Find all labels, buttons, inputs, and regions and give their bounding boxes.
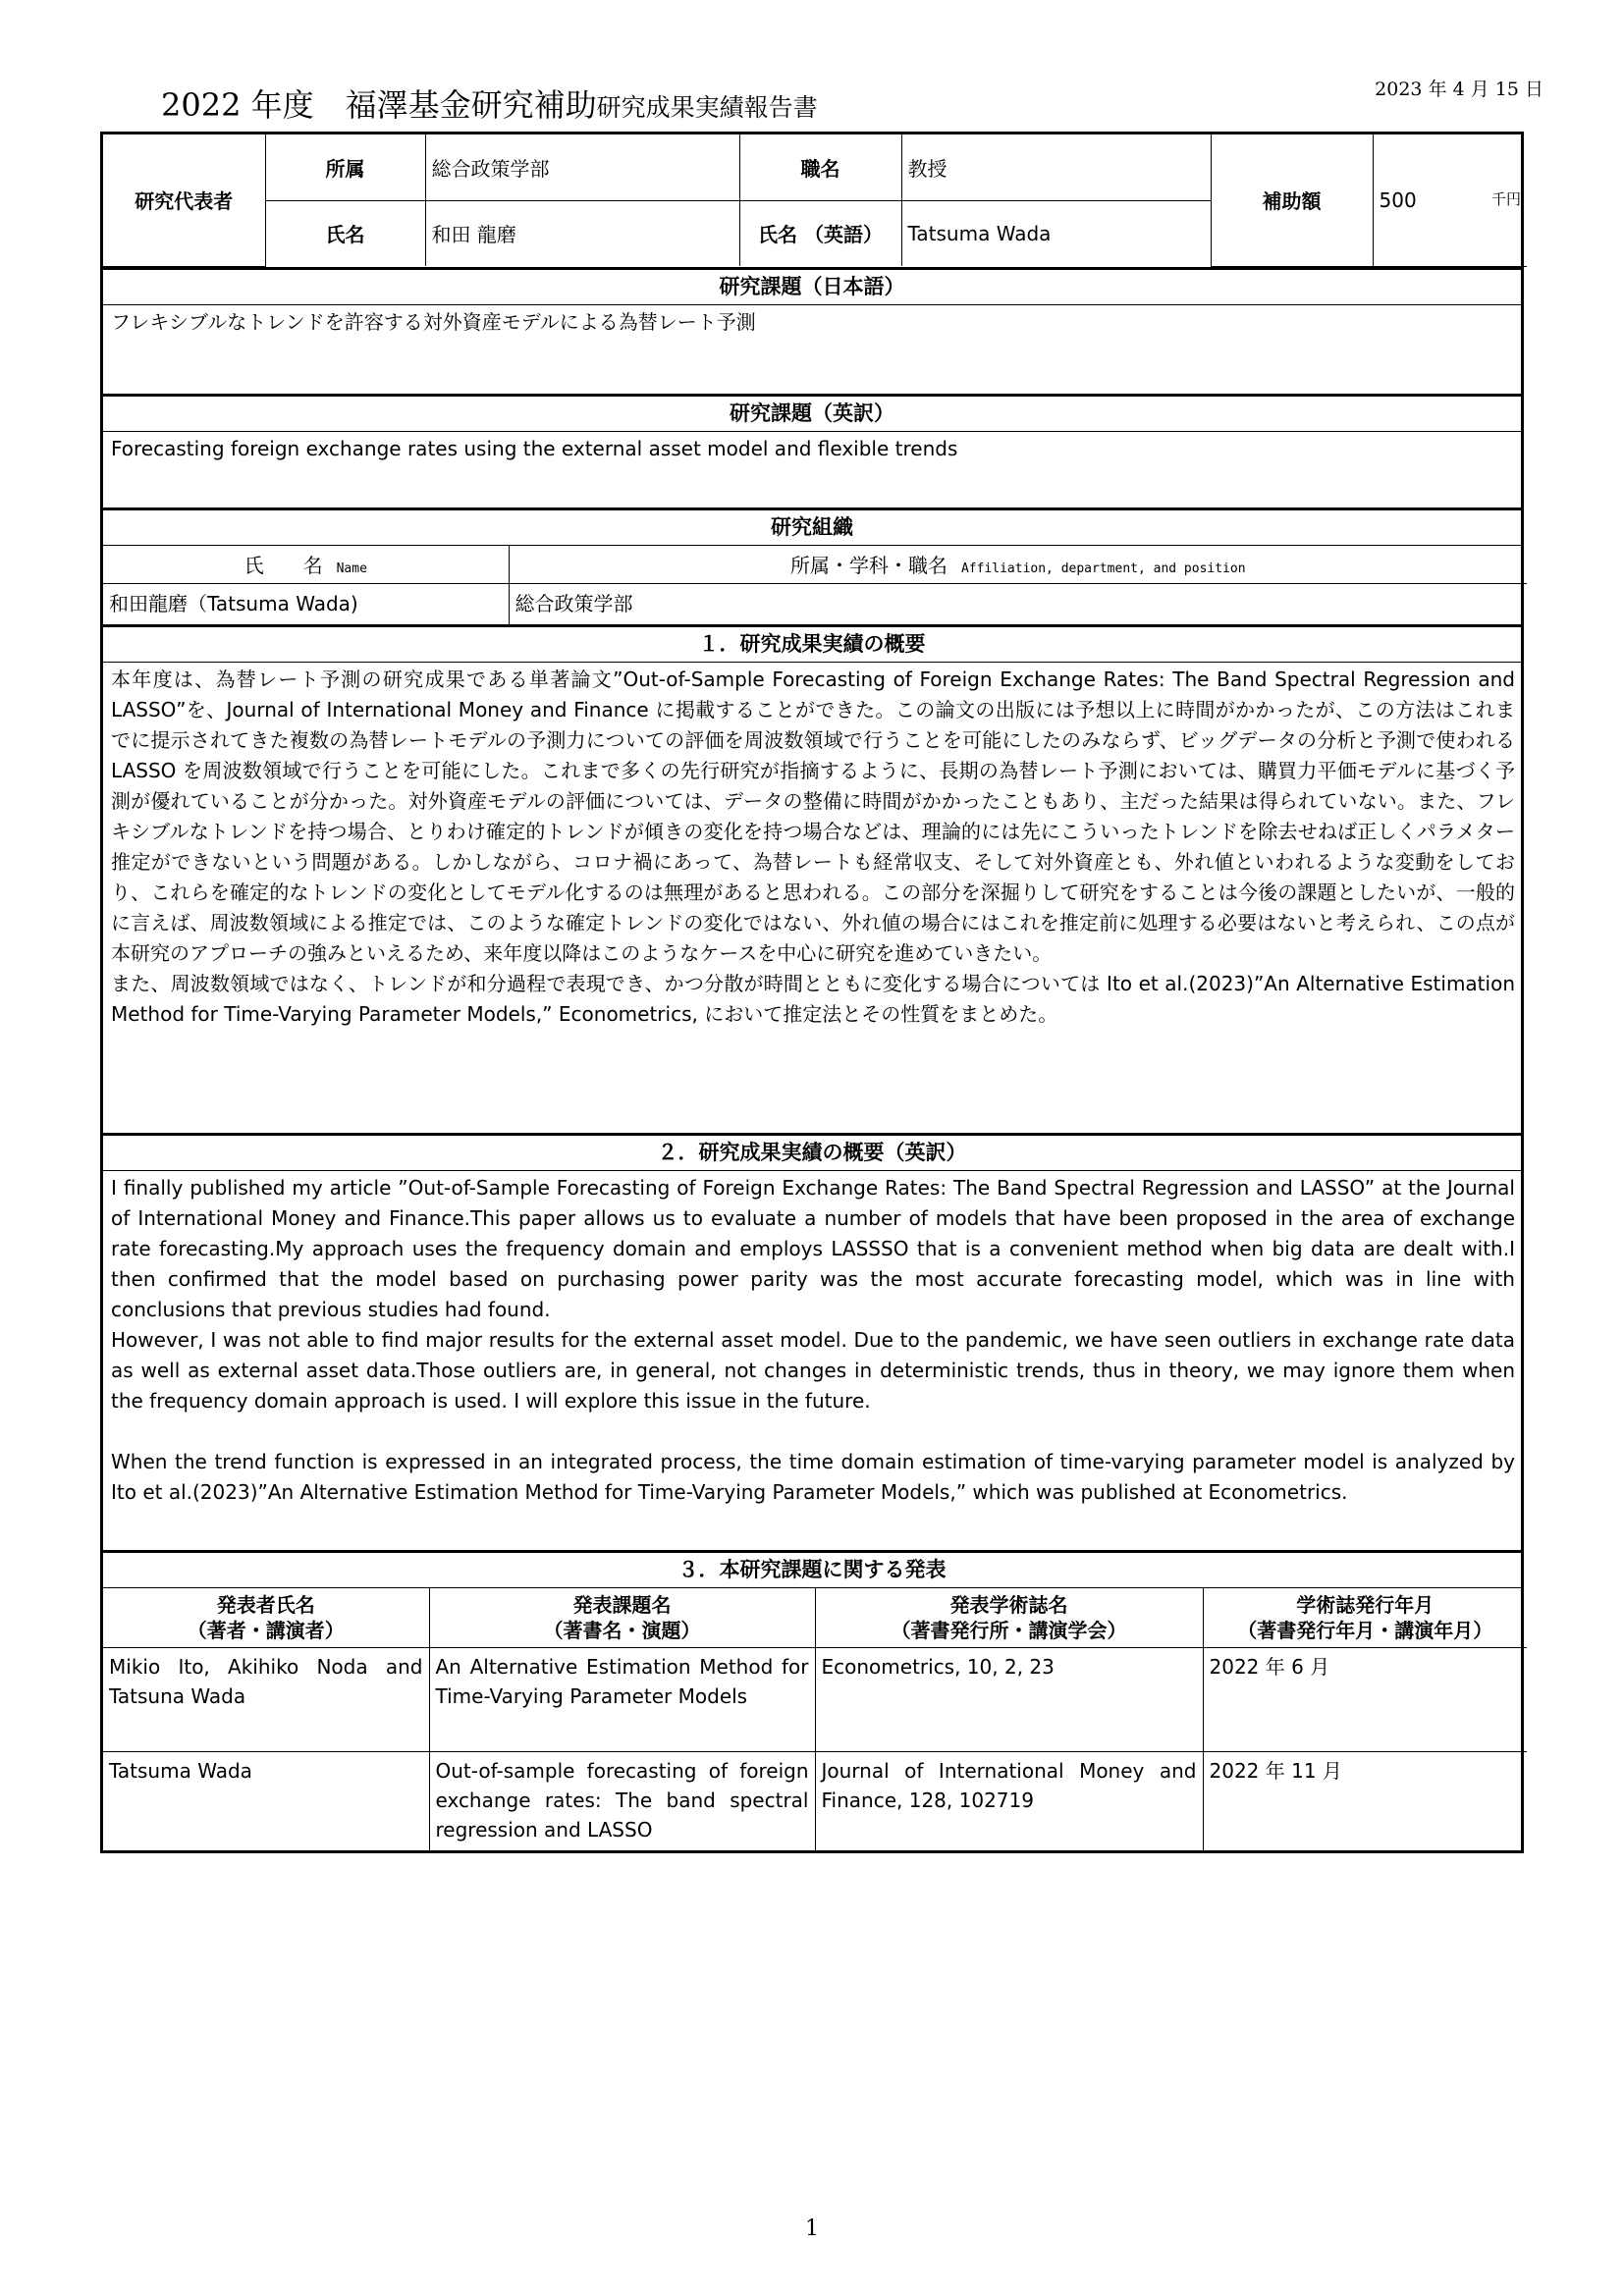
publications-table <box>103 1588 1527 1851</box>
org-col-affiliation: 所属・学科・職名 Affiliation, department, and position <box>509 546 1527 584</box>
summary-en-heading: ２．研究成果実績の概要（英訳） <box>103 1136 1521 1171</box>
name-en-label: 氏名 （英語） <box>739 200 901 266</box>
organization-table <box>103 546 1527 624</box>
topic-ja-section <box>102 268 1523 395</box>
table-row <box>103 1647 1527 1751</box>
topic-en-heading: 研究課題（英訳） <box>103 397 1521 432</box>
topic-en-text: Forecasting foreign exchange rates using the external asset model and flexible trends <box>111 436 958 460</box>
publications-header-row <box>103 1588 1527 1648</box>
organization-heading: 研究組織 <box>103 510 1521 546</box>
grant-label: 補助額 <box>1211 134 1373 266</box>
summary-ja-paragraph: 本年度は、為替レート予測の研究成果である単著論文”Out-of-Sample Forecasting of Foreign Exchange Rates: The Band Spectral Regression and LASSO”を、Journal of International Money and Finance に掲載することができた。この論文の出版には予想以上に時間がかかったが、この方法はこれまでに提示されてきた複数の為替レートモデルの予測力についての評価を周波数領域で行うことを可能にしたのみならず、ビッグデータの分析と予測で使われる LASSO を周波数領域で行うことを可能にした。これまで多くの先行研究が指摘するように、長期の為替レート予測においては、購買力平価モデルに基づく予測が優れていることが分かった。対外資産モデルの評価については、データの整備に時間がかかったこともあり、主だった結果は得られていない。また、フレキシブルなトレンドを持つ場合、とりわけ確定的トレンドが傾きの変化を持つ場合などは、理論的には先にこういったトレンドを除去せねば正しくパラメター推定ができないという問題がある。しかしながら、コロナ禍にあって、為替レートも経常収支、そして対外資産とも、外れ値といわれるような変動をしており、これらを確定的なトレンドの変化としてモデル化するのは無理があると思われる。この部分を深掘りして研究をすることは今後の課題としたいが、一般的に言えば、周波数領域による推定では、このような確定トレンドの変化ではない、外れ値の場合にはこれを推定前に処理する必要はないと考えられ、この点が本研究のアプローチの強みといえるため、来年度以降はこのようなケースを中心に研究を進めていきたい。 <box>111 667 1515 965</box>
org-col-name-en: Name <box>336 561 367 576</box>
report-form <box>100 132 1524 1853</box>
representative-section <box>102 133 1523 269</box>
pub-col-authors: 発表者氏名 （著者・講演者） <box>103 1588 429 1648</box>
affiliation-label: 所属 <box>265 134 425 200</box>
topic-ja-heading: 研究課題（日本語） <box>103 270 1521 305</box>
publications-heading: ３．本研究課題に関する発表 <box>103 1553 1521 1588</box>
pub-date: 2022 年 11 月 <box>1203 1751 1527 1850</box>
summary-en-paragraph: I finally published my article ”Out-of-Sample Forecasting of Foreign Exchange Rates: The Band Spectral Regression and LASSO” at the Journal of International Money and Finance.This paper allows us to evaluate a number of models that have been proposed in the area of exchange rate forecasting.My approach uses the frequency domain and employs LASSSO that is a convenient method when big data are dealt with.I then confirmed that the model based on purchasing power parity was the most accurate forecasting model, which was in line with conclusions that previous studies had found. <box>111 1175 1515 1321</box>
name-value: 和田 龍磨 <box>425 200 739 266</box>
pub-journal: Econometrics, 10, 2, 23 <box>815 1647 1203 1751</box>
org-member-name: 和田龍磨（Tatsuma Wada) <box>103 583 509 624</box>
summary-ja-paragraph: また、周波数領域ではなく、トレンドが和分過程で表現でき、かつ分散が時間とともに変化する場合については Ito et al.(2023)”An Alternative Estimation Method for Time-Varying Parameter Models,” Econometrics, において推定法とその性質をまとめた。 <box>111 971 1515 1026</box>
pub-authors: Tatsuma Wada <box>103 1751 429 1850</box>
pub-title: Out-of-sample forecasting of foreign exchange rates: The band spectral regression and LASSO <box>429 1751 815 1850</box>
pub-col-title: 発表課題名 （著書名・演題） <box>429 1588 815 1648</box>
pub-col-date: 学術誌発行年月 （著書発行年月・講演年月） <box>1203 1588 1527 1648</box>
pub-col-journal: 発表学術誌名 （著書発行所・講演学会） <box>815 1588 1203 1648</box>
organization-section <box>102 508 1523 625</box>
pub-title: An Alternative Estimation Method for Time-Varying Parameter Models <box>429 1647 815 1751</box>
org-col-affiliation-en: Affiliation, department, and position <box>960 561 1246 576</box>
title-sub: 研究成果実績報告書 <box>596 93 818 122</box>
summary-ja-heading: １．研究成果実績の概要 <box>103 627 1521 663</box>
pub-authors: Mikio Ito, Akihiko Noda and Tatsuna Wada <box>103 1647 429 1751</box>
grant-value: 500 <box>1379 187 1417 212</box>
org-member-affiliation: 総合政策学部 <box>509 583 1527 624</box>
pub-journal: Journal of International Money and Finance, 128, 102719 <box>815 1751 1203 1850</box>
representative-table <box>103 134 1527 267</box>
publications-section <box>102 1551 1523 1852</box>
report-date: 2023 年 4 月 15 日 <box>1375 79 1543 100</box>
position-label: 職名 <box>739 134 901 200</box>
name-label: 氏名 <box>265 200 425 266</box>
grant-unit: 千円 <box>1490 189 1521 208</box>
org-col-name: 氏 名 Name <box>103 546 509 584</box>
pub-date: 2022 年 6 月 <box>1203 1647 1527 1751</box>
page-number: 1 <box>805 2216 819 2241</box>
position-value: 教授 <box>901 134 1211 200</box>
title-main: 2022 年度 福澤基金研究補助 <box>161 86 597 124</box>
summary-en-body <box>103 1171 1521 1550</box>
representative-label: 研究代表者 <box>103 134 265 266</box>
summary-en-section <box>102 1134 1523 1551</box>
summary-ja-section <box>102 625 1523 1134</box>
summary-ja-body <box>103 663 1521 1133</box>
grant-amount <box>1373 134 1527 266</box>
topic-ja-text: フレキシブルなトレンドを許容する対外資産モデルによる為替レート予測 <box>111 309 756 334</box>
table-row <box>103 1751 1527 1850</box>
summary-en-paragraph: However, I was not able to find major results for the external asset model. Due to the pandemic, we have seen outliers in exchange rate data as well as external asset data.Those outliers are, in general, not changes in deterministic trends, thus in theory, we may ignore them when the frequency domain approach is used. I will explore this issue in the future. <box>111 1327 1515 1413</box>
affiliation-value: 総合政策学部 <box>425 134 739 200</box>
page-title <box>161 80 818 126</box>
topic-en-section <box>102 395 1523 508</box>
summary-en-paragraph: When the trend function is expressed in an integrated process, the time domain estimation of time-varying parameter model is analyzed by Ito et al.(2023)”An Alternative Estimation Method for Time-Varying Parameter Models,” which was published at Econometrics. <box>111 1449 1515 1504</box>
name-en-value: Tatsuma Wada <box>901 200 1211 266</box>
